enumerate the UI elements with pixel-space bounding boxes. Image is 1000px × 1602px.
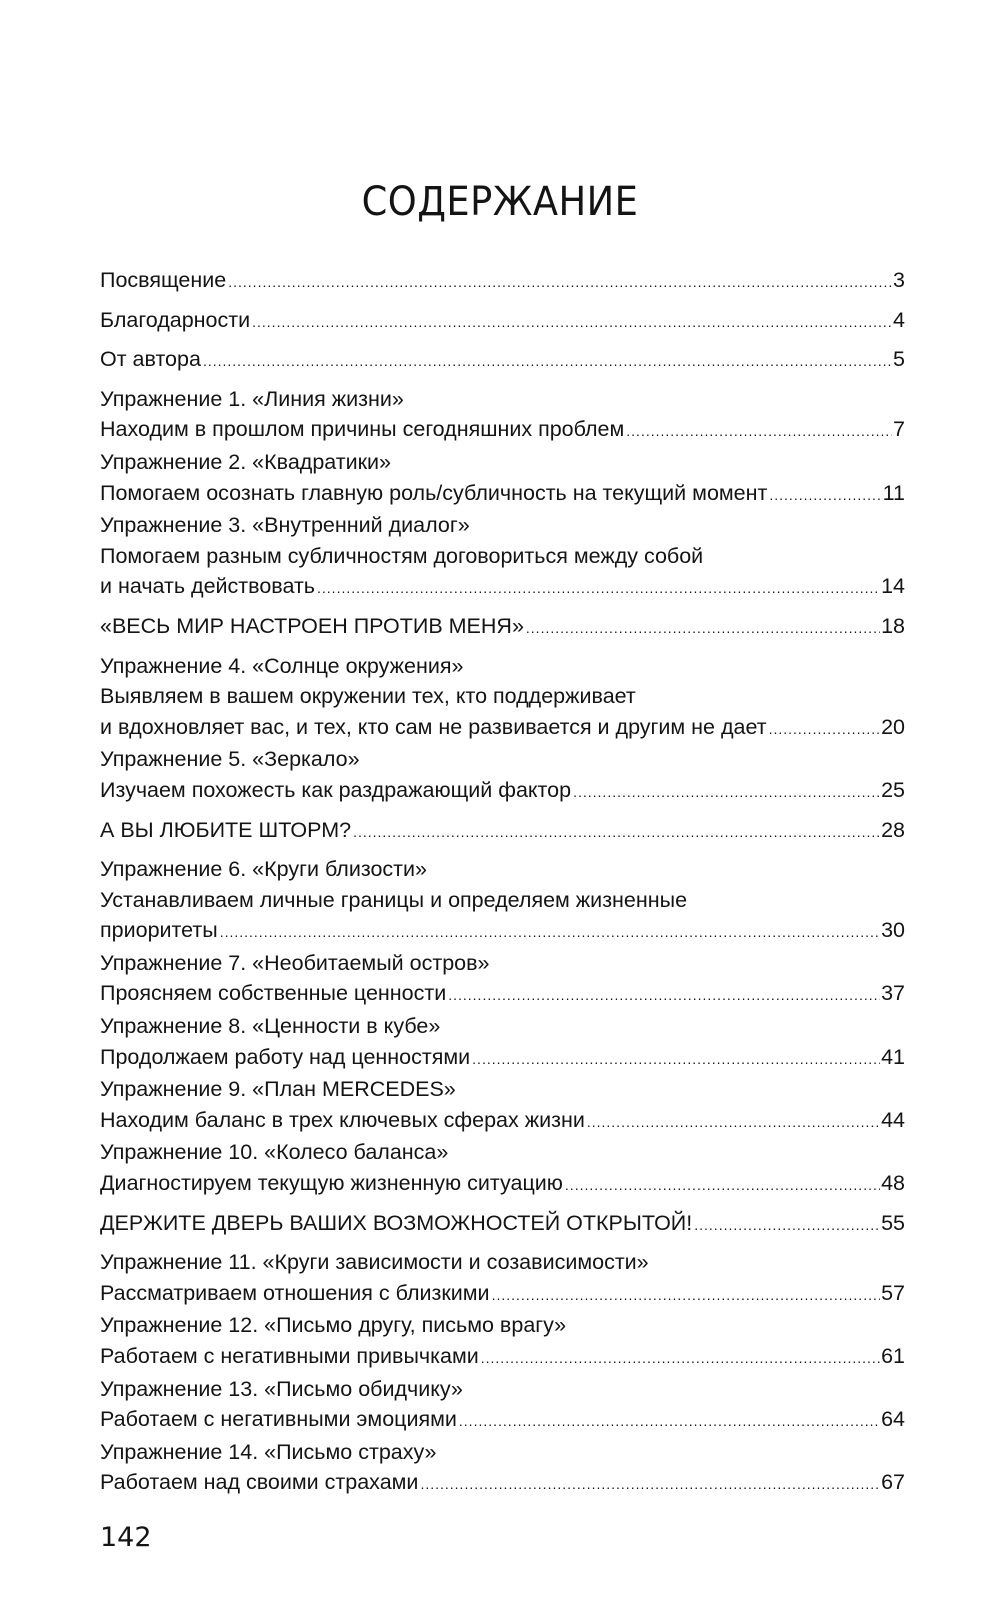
toc-entry-heading: Упражнение 4. «Солнце окружения» [100, 653, 464, 678]
table-of-contents [100, 265, 905, 1500]
toc-entry-leader-row [100, 712, 905, 745]
toc-entry[interactable] [100, 1074, 905, 1137]
toc-entry-leader-row [100, 1042, 905, 1075]
toc-entry[interactable] [100, 1208, 905, 1241]
dot-leader [459, 1406, 880, 1437]
toc-page-number: 20 [881, 714, 905, 739]
toc-entry-leader-row [100, 1341, 905, 1374]
toc-entry-text: Работаем над своими страхами [100, 1470, 419, 1495]
toc-entry-text: Изучаем похожесть как раздражающий фактор [100, 777, 572, 802]
toc-entry-heading: Упражнение 7. «Необитаемый остров» [100, 950, 490, 975]
toc-page-number: 11 [882, 480, 905, 505]
toc-entry[interactable] [100, 510, 905, 604]
dot-leader [420, 1469, 880, 1500]
toc-entry-leader-row [100, 344, 905, 377]
toc-page-number: 55 [881, 1210, 905, 1235]
dot-leader [317, 573, 880, 604]
dot-leader [220, 917, 880, 948]
toc-entry-heading: Упражнение 5. «Зеркало» [100, 747, 360, 772]
toc-entry-leader-row [100, 305, 905, 338]
toc-entry-heading: Посвящение [100, 268, 227, 292]
toc-page-number: 57 [881, 1280, 905, 1305]
toc-entry-text: Диагностируем текущую жизненную ситуацию [100, 1171, 563, 1196]
toc-entry-leader-row [100, 915, 905, 948]
toc-entry-heading: От автора [100, 347, 201, 372]
toc-entry-leader-row [100, 775, 905, 808]
dot-leader [472, 1044, 880, 1075]
toc-entry-text: и вдохновляет вас, и тех, кто сам не развивается и другим не дает [100, 714, 767, 739]
toc-entry-heading: Упражнение 13. «Письмо обидчику» [100, 1376, 463, 1401]
toc-page-number: 25 [881, 777, 905, 802]
dot-leader [481, 1343, 880, 1374]
toc-entry-text: приоритеты [100, 918, 218, 943]
toc-page-number: 37 [881, 981, 905, 1006]
dot-leader [353, 817, 880, 848]
toc-entry[interactable] [100, 854, 905, 948]
toc-entry-leader-row [100, 978, 905, 1011]
toc-entry-heading: Упражнение 8. «Ценности в кубе» [100, 1014, 441, 1039]
dot-leader [526, 613, 880, 644]
toc-entry-leader-row [100, 1404, 905, 1437]
toc-entry-text: Находим в прошлом причины сегодняшних проблем [100, 417, 625, 442]
toc-entry[interactable] [100, 1310, 905, 1373]
toc-entry-heading: Упражнение 3. «Внутренний диалог» [100, 513, 470, 538]
toc-entry-heading: ДЕРЖИТЕ ДВЕРЬ ВАШИХ ВОЗМОЖНОСТЕЙ ОТКРЫТОЙ! [100, 1210, 693, 1235]
toc-entry[interactable] [100, 651, 905, 745]
toc-entry-text: Рассматриваем отношения с близкими [100, 1280, 490, 1305]
toc-page-number: 67 [881, 1470, 905, 1495]
toc-entry-leader-row [100, 1208, 905, 1241]
toc-entry-heading: Упражнение 9. «План MERCEDES» [100, 1077, 456, 1102]
toc-entry-leader-row [100, 815, 905, 848]
toc-page-number: 3 [893, 268, 905, 292]
toc-entry-heading: Упражнение 6. «Круги близости» [100, 857, 427, 882]
toc-entry-text: и начать действовать [100, 574, 316, 599]
toc-entry-leader-row [100, 611, 905, 644]
toc-entry-heading: «ВЕСЬ МИР НАСТРОЕН ПРОТИВ МЕНЯ» [100, 613, 524, 638]
dot-leader [626, 416, 892, 447]
toc-page-number: 28 [881, 817, 905, 842]
toc-entry[interactable] [100, 815, 905, 848]
toc-entry[interactable] [100, 1011, 905, 1074]
toc-entry-heading: Благодарности [100, 307, 251, 332]
toc-entry[interactable] [100, 1137, 905, 1200]
dot-leader [769, 714, 881, 745]
toc-entry-text: Помогаем осознать главную роль/субличность на текущий момент [100, 480, 768, 505]
toc-page-number: 4 [893, 307, 905, 332]
toc-page-number: 48 [881, 1171, 905, 1196]
toc-entry-text: Находим баланс в трех ключевых сферах жизни [100, 1107, 585, 1132]
toc-entry[interactable] [100, 384, 905, 447]
toc-page-number: 64 [881, 1407, 905, 1432]
toc-page-number: 41 [881, 1044, 905, 1069]
page-title: СОДЕРЖАНИЕ [361, 178, 639, 225]
toc-entry-text: Устанавливаем личные границы и определяем жизненные [100, 887, 688, 912]
toc-entry-text: Помогаем разным субличностям договориться между собой [100, 543, 704, 568]
toc-page-number: 5 [893, 347, 905, 372]
toc-entry-heading: Упражнение 10. «Колесо баланса» [100, 1140, 449, 1165]
toc-entry[interactable] [100, 744, 905, 807]
toc-page-number: 61 [881, 1344, 905, 1368]
toc-entry-heading: А ВЫ ЛЮБИТЕ ШТОРМ? [100, 817, 352, 842]
dot-leader [492, 1280, 881, 1311]
toc-entry-heading: Упражнение 12. «Письмо другу, письмо врагу» [100, 1313, 567, 1338]
toc-page-number: 7 [893, 417, 905, 442]
toc-page-number: 30 [881, 918, 905, 943]
dot-leader [587, 1107, 880, 1138]
toc-entry-leader-row [100, 571, 905, 604]
dot-leader [203, 346, 892, 377]
dot-leader [252, 307, 892, 338]
toc-entry[interactable] [100, 1247, 905, 1310]
dot-leader [565, 1170, 880, 1201]
dot-leader [448, 980, 880, 1011]
toc-entry-leader-row [100, 414, 905, 447]
toc-entry-heading: Упражнение 1. «Линия жизни» [100, 386, 404, 411]
toc-entry[interactable] [100, 1437, 905, 1500]
toc-entry-heading: Упражнение 11. «Круги зависимости и созависимости» [100, 1250, 649, 1275]
toc-entry-leader-row [100, 1168, 905, 1201]
page-number: 142 [100, 1522, 152, 1553]
toc-entry[interactable] [100, 344, 905, 377]
toc-entry[interactable] [100, 265, 905, 298]
toc-entry-text: Продолжаем работу над ценностями [100, 1044, 471, 1069]
dot-leader [228, 267, 892, 298]
toc-page-number: 18 [881, 613, 905, 638]
toc-page-number: 44 [881, 1107, 905, 1132]
toc-entry-leader-row [100, 1467, 905, 1500]
toc-entry-text: Работаем с негативными эмоциями [100, 1407, 457, 1432]
toc-entry[interactable] [100, 1374, 905, 1437]
toc-entry[interactable] [100, 948, 905, 1011]
toc-entry-text: Выявляем в вашем окружении тех, кто поддерживает [100, 684, 636, 709]
toc-entry-leader-row [100, 265, 905, 298]
dot-leader [573, 777, 880, 808]
toc-entry-text: Проясняем собственные ценности [100, 981, 447, 1006]
toc-entry-leader-row [100, 1278, 905, 1311]
toc-entry-heading: Упражнение 14. «Письмо страху» [100, 1439, 437, 1464]
toc-entry[interactable] [100, 611, 905, 644]
toc-entry[interactable] [100, 447, 905, 510]
toc-entry-heading: Упражнение 2. «Квадратики» [100, 449, 392, 474]
toc-entry-leader-row [100, 1105, 905, 1138]
toc-entry-text: Работаем с негативными привычками [100, 1344, 479, 1368]
dot-leader [694, 1210, 880, 1241]
toc-entry-leader-row [100, 478, 905, 511]
toc-entry[interactable] [100, 305, 905, 338]
dot-leader [769, 480, 881, 511]
toc-page-number: 14 [881, 574, 905, 599]
